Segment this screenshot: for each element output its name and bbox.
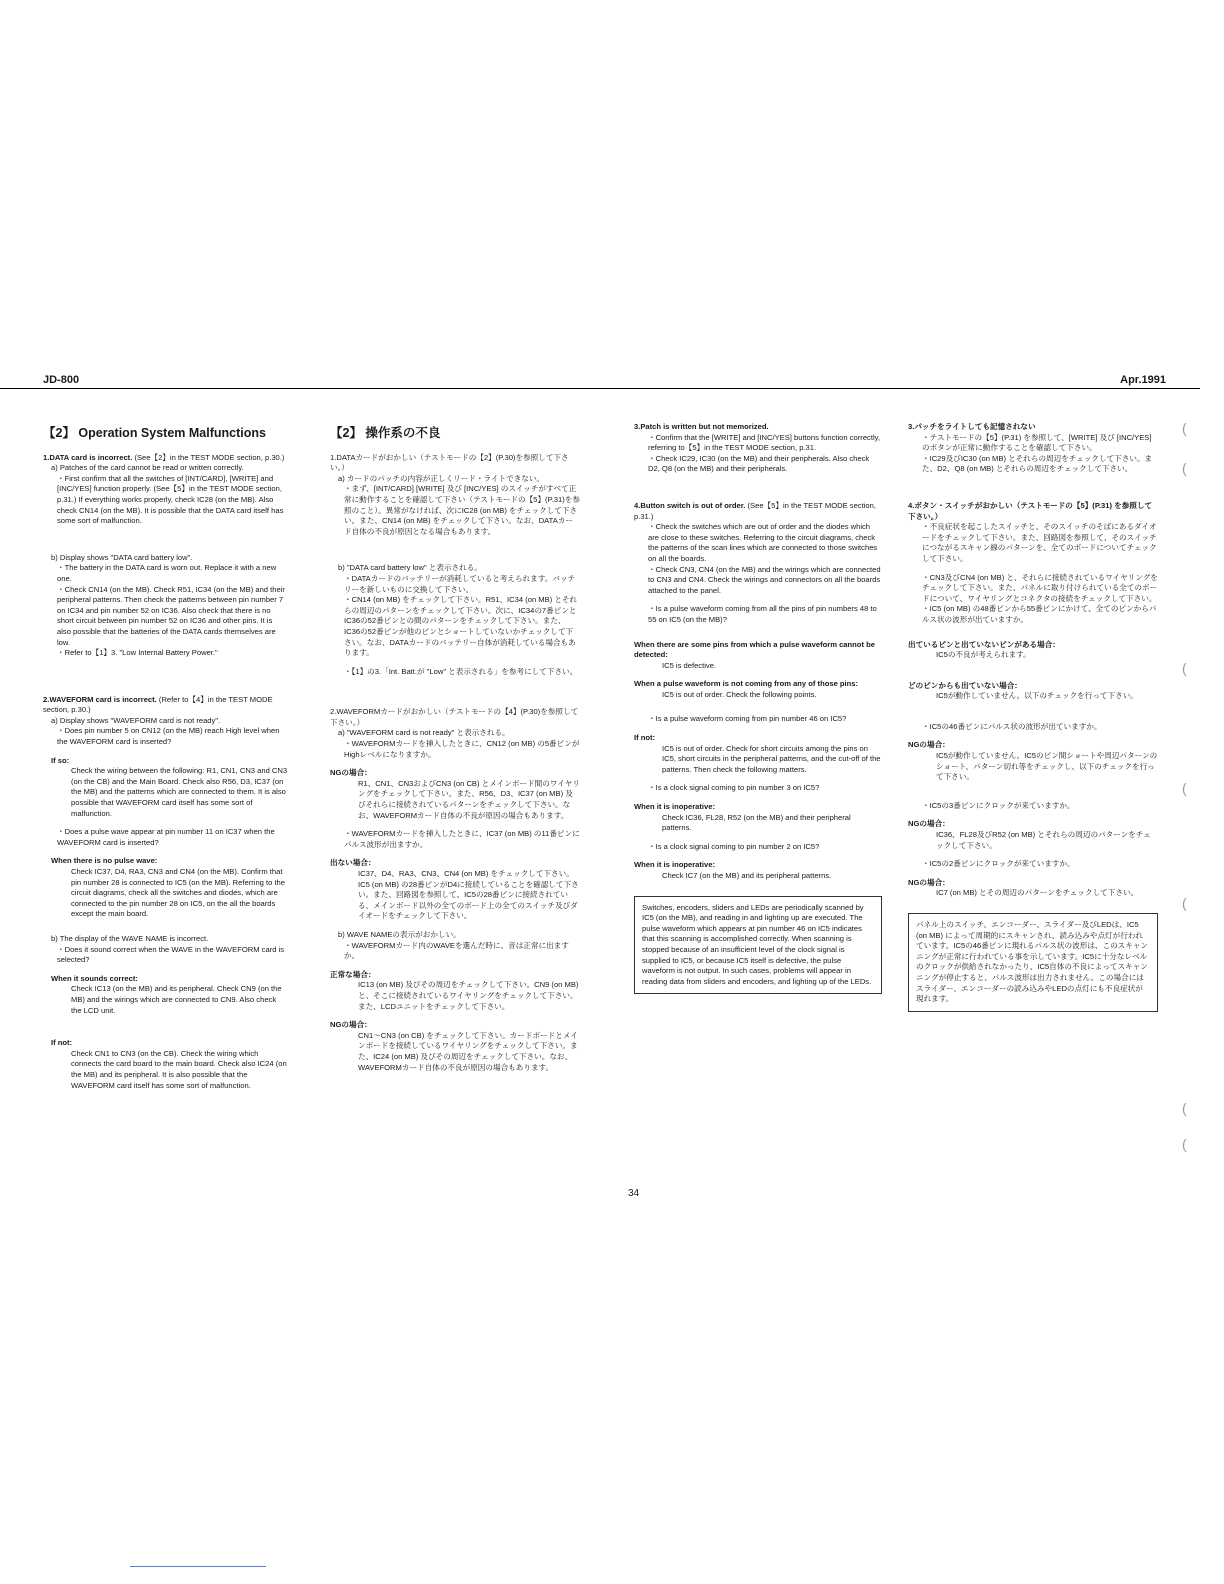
case-text: Check IC37, D4, RA3, CN3 and CN4 (on the MB). Confirm that pin number 28 is connected to IC5 (on the MB). Referring to the circuit diagrams, check all the switches and diodes, which are connected to the pin number 28 on IC5, on the all the boards except the main board.	[71, 867, 286, 919]
item-title: 4.Button switch is out of order.	[634, 500, 746, 510]
binding-mark: (	[1182, 420, 1187, 436]
note-box-jp	[908, 913, 1158, 1012]
bullet: ・WAVEFORMカード内のWAVEを選んだ時に、音は正常に出ますか。	[344, 940, 569, 961]
waveform-card-section	[43, 695, 288, 1091]
case-text: Check IC7 (on the MB) and its peripheral patterns.	[662, 871, 832, 880]
case-label: When there are some pins from which a pulse waveform cannot be detected:	[634, 639, 875, 660]
binding-mark: (	[1182, 660, 1187, 676]
bullet: ・The battery in the DATA card is worn out. Replace it with a new one.	[57, 563, 277, 583]
binding-mark: (	[1182, 895, 1187, 911]
bullet: ・DATAカードのバッテリーが消耗していると考えられます。バッテリーを新しいものに交換して下さい。	[344, 573, 576, 594]
model-name: JD-800	[43, 374, 80, 386]
item-title: 1.DATAカードがおかしい（テストモードの【2】(P.30)を参照して下さい。）	[330, 452, 569, 473]
case-text: Check IC36, FL28, R52 (on the MB) and their peripheral patterns.	[662, 812, 851, 833]
case-label: NGの場合：	[908, 740, 950, 750]
case-label: When it is inoperative:	[634, 860, 716, 870]
waveform-card-section-jp	[330, 707, 580, 1073]
section-title: 【2】 Operation System Malfunctions	[43, 426, 266, 440]
button-switch-section-jp	[908, 501, 1158, 1012]
case-label: NGの場合：	[330, 768, 372, 778]
case-label: NGの場合：	[908, 819, 950, 829]
binding-mark: (	[1182, 1136, 1187, 1152]
column-english-2	[634, 422, 882, 994]
bullet: ・CN3及びCN4 (on MB) と、それらに接続されているワイヤリングをチェックして下さい。また、パネルに取り付けられている全てのボードについて、ワイヤリングとコネクタの接続をチェックして下さい。	[922, 572, 1158, 603]
item-title: 1.DATA card is incorrect.	[43, 452, 133, 462]
sub-b: b) WAVE NAMEの表示がおかしい。	[338, 929, 461, 939]
case-text: IC7 (on MB) とその周辺のパターンをチェックして下さい。	[936, 888, 1139, 898]
bullet: ・IC5の3番ピンにクロックが来ていますか。	[922, 800, 1075, 810]
case-label: 正常な場合：	[330, 969, 376, 979]
header-rule	[0, 388, 1200, 389]
item-ref: (See【5】in the TEST MODE section, p.31.)	[634, 500, 876, 521]
case-label: 出ない場合：	[330, 858, 376, 868]
bullet: ・まず、[INT/CARD] [WRITE] 及び [INC/YES] のスイッチがすべて正常に動作することを確認して下さい（テストモードの【5】(P.31)を参照のこと）。異常がなければ、次にIC28 (on MB) をチェックして下さい。また、CN14 (on MB) をチェックして下さい。なお、DATAカード自体の不良が原因となる場合もあります。	[344, 484, 580, 536]
bullet: ・Is a pulse waveform coming from pin number 46 on IC5?	[648, 714, 847, 724]
note-box	[634, 896, 882, 995]
bullet: ・テストモードの【5】(P.31) を参照して、[WRITE] 及び [INC/YES] のボタンが正常に動作することを確認して下さい。	[922, 432, 1152, 453]
item-title: 4.ボタン・スイッチがおかしい（テストモードの【5】(P.31) を参照して下さい。）	[908, 500, 1153, 521]
section-title-jp: 【2】 操作系の不良	[330, 426, 441, 440]
patch-memory-section	[634, 422, 882, 475]
case-text: IC5の不良が考えられます。	[936, 650, 1031, 660]
bullet: ・Is a clock signal coming to pin number 3 on IC5?	[648, 783, 820, 793]
case-text: IC5 is out of order. Check the following points.	[662, 689, 817, 699]
item-ref: (See【2】in the TEST MODE section, p.30.)	[134, 452, 285, 462]
bullet: ・Does a pulse wave appear at pin number 11 on IC37 when the WAVEFORM card is inserted?	[57, 827, 275, 847]
bullet: ・First confirm that all the switches of [INT/CARD], [WRITE] and [INC/YES] function properly. (See【5】in the TEST MODE section, p.31.) If everything works properly, check IC28 (on the MB). Also check CN14 (on the MB). It is possible that the DATA card itself has some sort of malfunction.	[57, 473, 284, 526]
case-label: When there is no pulse wave:	[51, 856, 158, 866]
sub-a: a) "WAVEFORM card is not ready" と表示される。	[338, 728, 510, 738]
page-header	[0, 374, 1224, 392]
bullet: ・Check the switches which are out of order and the diodes which are close to these switches. Referring to the circuit diagrams, check the patterns of the scan lines which are connected to those switches on all the boards.	[648, 522, 878, 563]
bullet: ・IC5 (on MB) の48番ピンから55番ピンにかけて、全てのピンからパルス状の波形が出ていますか。	[922, 604, 1157, 624]
column-japanese-1	[330, 418, 580, 1095]
sub-a: a) Patches of the card cannot be read or written correctly.	[51, 463, 244, 473]
revision-date: Apr.1991	[1120, 374, 1166, 386]
sub-b: b) Display shows "DATA card battery low".	[51, 552, 193, 562]
binding-mark: (	[1182, 460, 1187, 476]
case-text: IC5が動作していません。以下のチェックを行って下さい。	[936, 691, 1138, 701]
data-card-section	[43, 453, 288, 659]
button-switch-section	[634, 501, 882, 994]
case-text: Check the wiring between the following: R1, CN1, CN3 and CN3 (on the CB) and the Main Board. Check also R56, D3, IC37 (on the MB) and the patterns which are connected to them. It is also possible that WAVEFORM card itself has some sort of malfunction.	[71, 766, 288, 818]
bullet: ・Does it sound correct when the WAVE in the WAVEFORM card is selected?	[57, 944, 285, 965]
column-japanese-2	[908, 422, 1158, 1012]
item-title: 2.WAVEFORMカードがおかしい（テストモードの【4】(P.30)を参照して下さい。）	[330, 707, 579, 727]
case-label: どのピンからも出ていない場合：	[908, 680, 1022, 690]
data-card-section-jp	[330, 453, 580, 678]
blue-mark-line	[130, 1566, 266, 1567]
bullet: ・Refer to【1】3. "Low Internal Battery Power."	[57, 648, 218, 658]
case-text: IC36、FL28及びR52 (on MB) とそれらの周辺のパターンをチェックして下さい。	[936, 830, 1151, 850]
bullet: ・【1】の3.「Int. Batt.が "Low" と表示される」を参考にして下さい。	[344, 666, 578, 676]
sub-b: b) "DATA card battery low" と表示される。	[338, 563, 482, 573]
case-label: If not:	[51, 1038, 73, 1048]
bullet: ・Is a clock signal coming to pin number 2 on IC5?	[648, 841, 820, 851]
case-label: When a pulse waveform is not coming from any of those pins:	[634, 679, 859, 689]
case-text: IC5 is defective.	[662, 660, 717, 670]
case-text: IC37、D4、RA3、CN3、CN4 (on MB) をチェックして下さい。IC5 (on MB) の28番ピンがD4に接続していることを確認して下さい。また、回路図を参照して、IC5の28番ピンに接続されている、メインボード以外の全てのボード上の全てのスイッチ及びダイオードをチェックして下さい。	[358, 869, 579, 921]
patch-memory-section-jp	[908, 422, 1158, 475]
bullet: ・IC5の2番ピンにクロックが来ていますか。	[922, 859, 1075, 869]
bullet: ・Check CN3, CN4 (on the MB) and the wirings which are connected to CN3 and CN4. Check the wirings and connectors on all the boards attached to the panel.	[648, 564, 881, 595]
sub-a: a) カードのパッチの内容が正しくリード・ライトできない。	[338, 473, 545, 483]
item-title: 3.パッチをライトしても記憶されない	[908, 422, 1036, 431]
case-label: 出ているピンと出ていないピンがある場合：	[908, 639, 1060, 649]
bullet: ・IC29及びIC30 (on MB) とそれらの周辺をチェックして下さい。また、D2、Q8 (on MB) とそれらの周辺をチェックして下さい。	[922, 453, 1153, 474]
case-label: NGの場合：	[908, 877, 950, 887]
sub-a: a) Display shows "WAVEFORM card is not ready".	[51, 715, 221, 725]
binding-mark: (	[1182, 1100, 1187, 1116]
bullet: ・Does pin number 5 on CN12 (on the MB) reach High level when the WAVEFORM card is inserted?	[57, 726, 280, 747]
note-text: パネル上のスイッチ、エンコーダー、スライダー及びLEDは、IC5 (on MB) によって周期的にスキャンされ、読み込みや点灯が行われています。IC5の46番ピンに現れるパルス状の波形は、このスキャンニングが正常に行われている事を示しています。IC5に十分なレベルのクロックが供給されなかったり、IC5自体の不良によってスキャンニングが停止すると、パルス波形は出力されません。この場合にはスライダー、エンコーダーの読み込みやLEDの点灯にも不良症状が現れます。	[916, 920, 1149, 1004]
column-english-1	[43, 418, 288, 1113]
binding-mark: (	[1182, 780, 1187, 796]
case-text: R1、CN1、CN3およびCN3 (on CB) とメインボード間のワイヤリングをチェックして下さい。また、R56、D3、IC37 (on MB) 及びそれらに接続されているパターンをチェックして下さい。なお、WAVEFORMカード自体の不良が原因の場合もあります。	[358, 778, 580, 820]
case-label: When it is inoperative:	[634, 802, 716, 812]
case-label: When it sounds correct:	[51, 973, 138, 983]
bullet: ・IC5の46番ピンにパルス状の波形が出ていますか。	[922, 721, 1102, 731]
page-number: 34	[628, 1188, 640, 1199]
sub-b: b) The display of the WAVE NAME is incorrect.	[51, 933, 209, 943]
case-text: CN1〜CN3 (on CB) をチェックして下さい。カードボードとメインボードを接続しているワイヤリングをチェックして下さい。また、IC24 (on MB) 及びその周辺をチェックして下さい。なお、WAVEFORMカード自体の不良が原因の場合もあります。	[358, 1030, 578, 1072]
bullet: ・Check IC29, IC30 (on the MB) and their peripherals. Also check D2, Q8 (on the MB) and their peripherals.	[648, 453, 870, 474]
note-text: Switches, encoders, sliders and LEDs are periodically scanned by IC5 (on the MB), and reading in and lighting up are executed. The pulse waveform which appears at pin number 46 on IC5 indicates that this scanning is accomplished correctly. When scanning is stopped because of an insufficient level of the clock signal is supplied to IC5, or because IC5 itself is defective, the pulse waveform is not output. In such cases, problems will appear in reading data from sliders and encoders, and lighting up of the LEDs.	[642, 902, 872, 986]
case-text: IC13 (on MB) 及びその周辺をチェックして下さい。CN9 (on MB) と、そこに接続されているワイヤリングをチェックして下さい。また、LCDユニットをチェックして下さい。	[358, 980, 579, 1011]
item-ref: (Refer to【4】in the TEST MODE section, p.30.)	[43, 694, 273, 715]
case-label: If not:	[634, 733, 656, 743]
bullet: ・不良症状を起こしたスイッチと、そのスイッチのそばにあるダイオードをチェックして下さい。また、回路図を参照して、そのスイッチにつながるスキャン線のパターンを、全てのボードについてチェックして下さい。	[922, 522, 1157, 563]
bullet: ・WAVEFORMカードを挿入したときに、IC37 (on MB) の11番ピンにパルス波形が出ますか。	[344, 829, 580, 849]
case-text: Check IC13 (on the MB) and its peripheral. Check CN9 (on the MB) and the wirings which are connected to CN9. Also check the LCD unit.	[71, 984, 282, 1015]
case-text: Check CN1 to CN3 (on the CB). Check the wiring which connects the card board to the main board. Check also IC24 (on the MB) and its peripheral. It is also possible that the WAVEFORM card itself has some sort of malfunction.	[71, 1048, 287, 1090]
bullet: ・Check CN14 (on the MB). Check R51, IC34 (on the MB) and their peripheral patterns. Then check the patterns between pin number 7 on IC34 and pin number 52 on IC36. Also check that there is no short circuit between pin number 52 on IC36 and other pins. It is also possible that the batteries of the DATA cards themselves are low.	[57, 584, 285, 647]
bullet: ・Confirm that the [WRITE] and [INC/YES] buttons function correctly, referring to【5】in the TEST MODE section, p.31.	[648, 432, 880, 453]
case-text: IC5 is out of order. Check for short circuits among the pins on IC5, short circuits in the peripheral patterns, and the cut-off of the patterns. Then check the following matters.	[662, 743, 881, 774]
case-label: NGの場合：	[330, 1020, 372, 1030]
item-title: 3.Patch is written but not memorized.	[634, 422, 769, 431]
bullet: ・WAVEFORMカードを挿入したときに、CN12 (on MB) の5番ピンがHighレベルになりますか。	[344, 739, 580, 759]
item-title: 2.WAVEFORM card is incorrect.	[43, 694, 157, 704]
case-label: If so:	[51, 755, 70, 765]
bullet: ・CN14 (on MB) をチェックして下さい。R51、IC34 (on MB) とそれらの周辺のパターンをチェックして下さい。次に、IC34の7番ピンとIC36の52番ピンとの間のパターンをチェックして下さい。また、IC36の52番ピンが他のピンとショートしていないかチェックして下さい。なお、DATAカードのバッテリー自体が消耗している場合もあります。	[344, 595, 578, 658]
case-text: IC5が動作していません。IC5のピン間ショートや周辺パターンのショート、パターン切れ等をチェックし、以下のチェックを行って下さい。	[936, 751, 1158, 782]
bullet: ・Is a pulse waveform coming from all the pins of pin numbers 48 to 55 on IC5 (on the MB)?	[648, 604, 877, 624]
